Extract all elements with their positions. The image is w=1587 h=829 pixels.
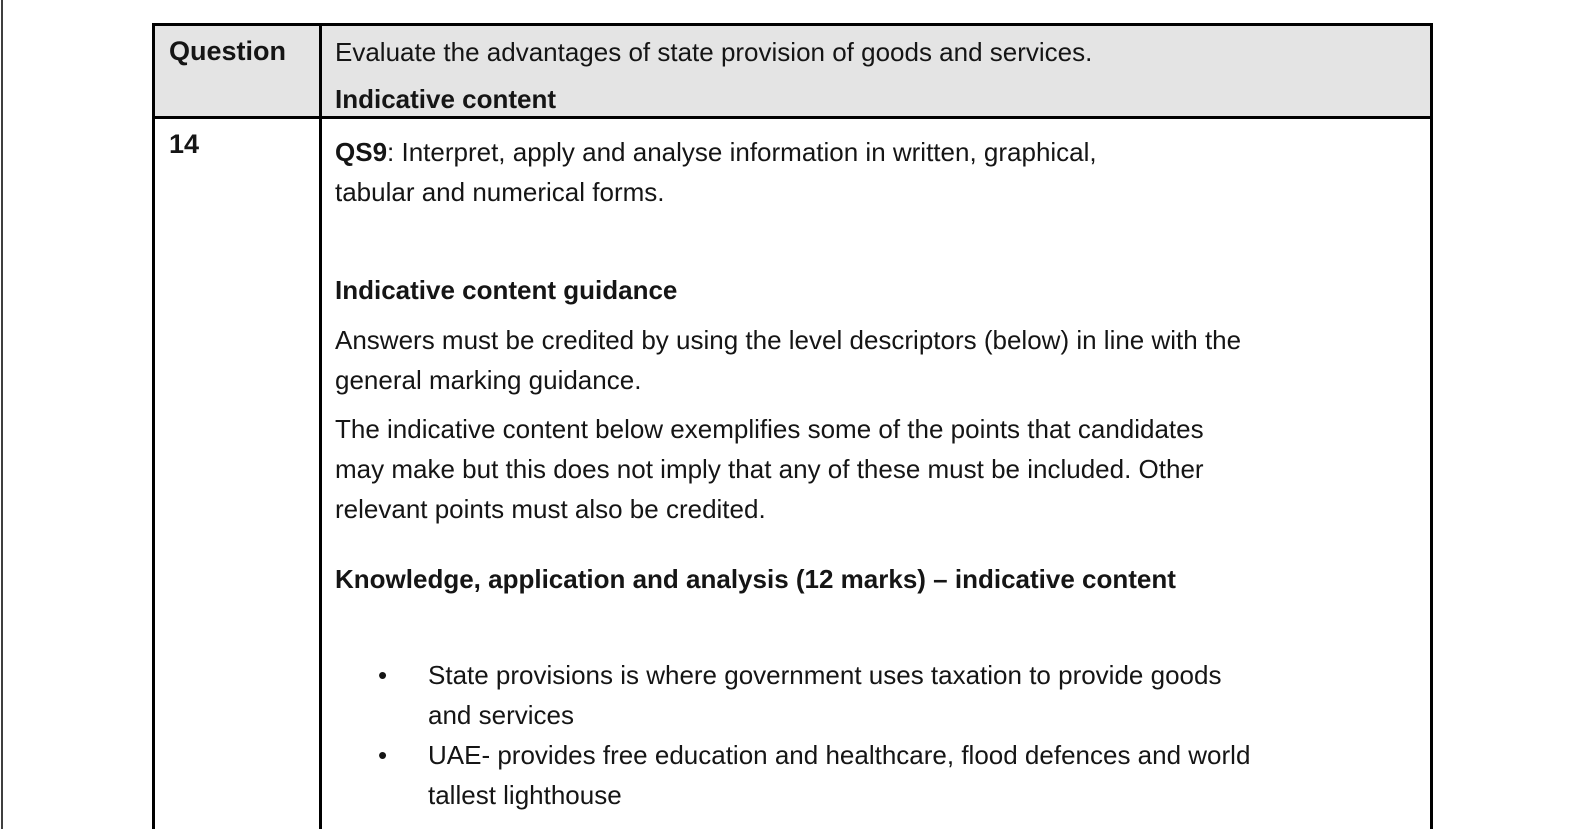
answers-paragraph: Answers must be credited by using the level descriptors (below) in line with the general marking guidance. <box>335 325 1242 395</box>
bullet-icon: • <box>378 740 388 770</box>
question-text: Evaluate the advantages of state provision of goods and services. <box>335 37 1093 67</box>
qs-code: QS9 <box>335 137 388 167</box>
bullet-text: State provisions is where government uses taxation to provide goods and services <box>428 660 1222 730</box>
knowledge-heading: Knowledge, application and analysis (12 marks) – indicative content <box>335 564 1176 594</box>
bullet-list <box>335 655 1418 815</box>
header-question-cell <box>155 26 322 116</box>
table-body-row <box>155 119 1430 829</box>
question-number: 14 <box>169 129 200 159</box>
indicative-content-label: Indicative content <box>335 84 557 114</box>
page-edge-line <box>1 0 3 829</box>
content-cell <box>322 119 1430 829</box>
bullet-item <box>378 735 1418 815</box>
exemplify-paragraph: The indicative content below exemplifies some of the points that candidates may make but this does not imply that any of these must be included. Other relevant points must also be credited. <box>335 414 1204 524</box>
qs-text-line2: tabular and numerical forms. <box>335 177 665 207</box>
question-number-cell <box>155 119 322 829</box>
mark-scheme-table <box>152 23 1433 829</box>
guidance-heading: Indicative content guidance <box>335 275 678 305</box>
qs-text: : Interpret, apply and analyse information in written, graphical, <box>387 137 1097 167</box>
bullet-icon: • <box>378 660 388 690</box>
bullet-text: UAE- provides free education and healthcare, flood defences and world tallest lighthouse <box>428 740 1251 810</box>
qs-objective-paragraph <box>335 132 1418 212</box>
table-header-row <box>155 26 1430 119</box>
header-content-cell <box>322 26 1430 116</box>
bullet-item <box>378 655 1418 735</box>
header-question-label: Question <box>169 36 287 66</box>
